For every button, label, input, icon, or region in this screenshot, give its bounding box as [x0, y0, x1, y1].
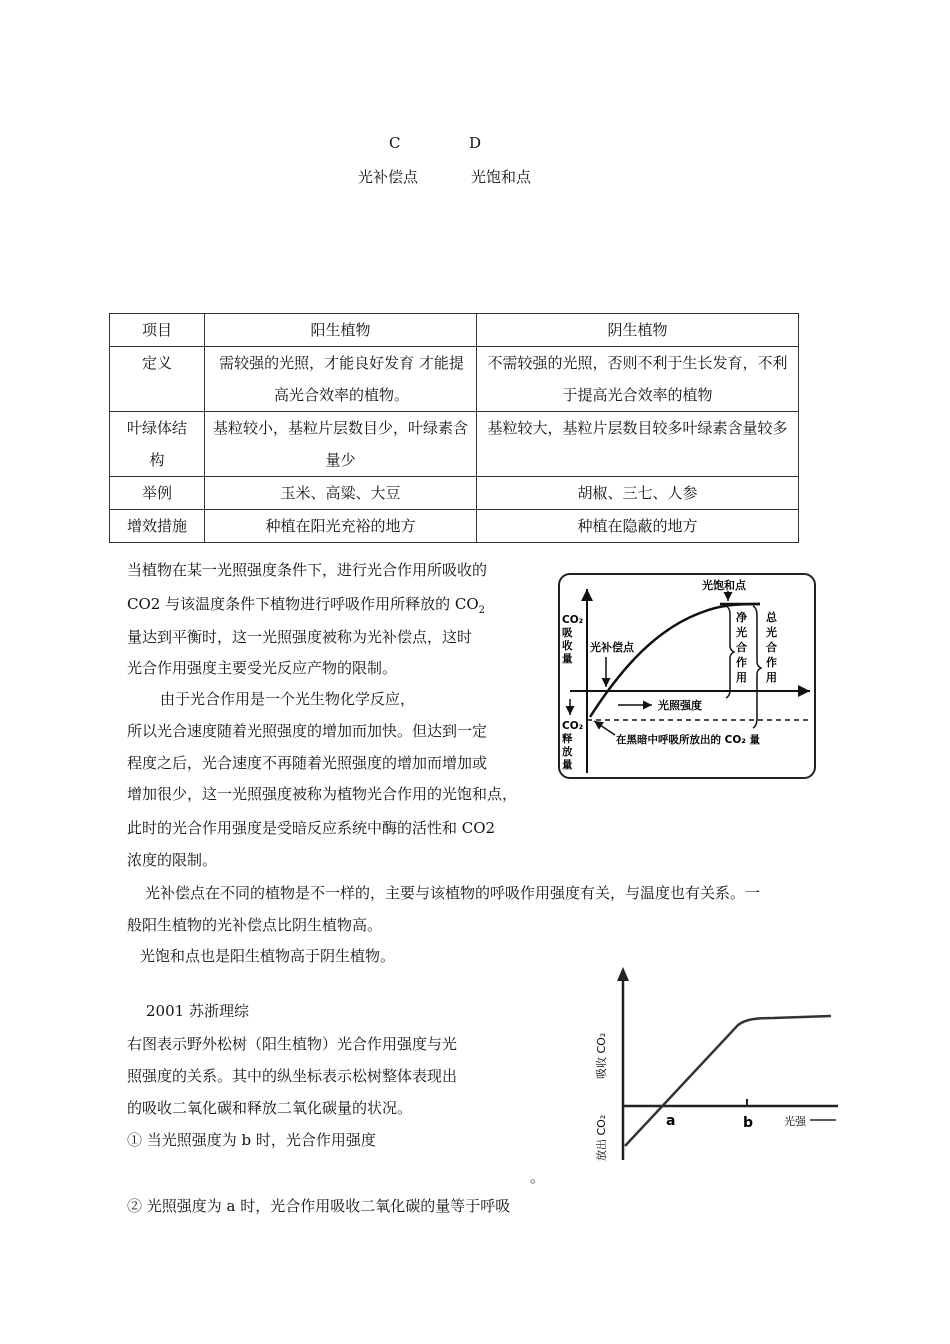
shade-plant-cell: 胡椒、三七、人参: [477, 477, 799, 510]
paragraph-text: CO2 与该温度条件下植物进行呼吸作用所释放的 CO: [127, 595, 479, 613]
paragraph-line: 般阳生植物的光补偿点比阴生植物高。: [127, 916, 383, 934]
row-label: 增效措施: [110, 510, 205, 543]
option-d: D: [469, 134, 482, 152]
light-response-diagram: [558, 573, 816, 779]
saturation-label: 光饱和点: [702, 579, 746, 592]
table-row: [110, 477, 799, 510]
table-header-row: [110, 314, 799, 347]
row-label: 定义: [110, 347, 205, 412]
net-brace: [726, 606, 734, 698]
x-axis-label: 光照强度: [658, 699, 702, 712]
y-down-label: 放出 CO₂: [595, 1114, 608, 1161]
y-bottom-label: CO₂ 释 放 量: [562, 720, 584, 771]
subscript: 2: [478, 605, 486, 616]
table-row: [110, 510, 799, 543]
y-up-label: 吸收 CO₂: [595, 1032, 608, 1079]
option-d-text: 光饱和点: [471, 168, 532, 186]
table-header-cell: 阴生植物: [477, 314, 799, 347]
y-axis-arrowhead: [617, 967, 629, 981]
dark-respiration-label: 在黑暗中呼吸所放出的 CO₂ 量: [616, 734, 761, 746]
paragraph-line: [127, 589, 485, 626]
paragraph-line: 浓度的限制。: [127, 851, 218, 869]
question-line: 照强度的关系。其中的纵坐标表示松树整体表现出: [127, 1067, 458, 1085]
paragraph-line: 此时的光合作用强度是受暗反应系统中酶的活性和 CO2: [127, 819, 496, 837]
question-item-1: ① 当光照强度为 b 时，光合作用强度: [127, 1131, 376, 1149]
shade-plant-cell: 不需较强的光照，否则不利于生长发育，不利于提高光合效率的植物: [477, 347, 799, 412]
point-a-label: a: [666, 1113, 676, 1129]
paragraph-line: 光合作用强度主要受光反应产物的限制。: [127, 659, 398, 677]
paragraph-line: 程度之后，光合速度不再随着光照强度的增加而增加或: [127, 754, 488, 772]
total-brace: [753, 606, 761, 728]
paragraph-line: 量达到平衡时，这一光照强度被称为光补偿点，这时: [127, 628, 473, 646]
option-c-text: 光补偿点: [358, 168, 419, 186]
answer-blank-end: 。: [530, 1168, 546, 1186]
sun-plant-cell: 玉米、高粱、大豆: [205, 477, 477, 510]
question-line: 右图表示野外松树（阳生植物）光合作用强度与光: [127, 1035, 458, 1053]
point-b-label: b: [743, 1115, 754, 1131]
compensation-label: 光补偿点: [590, 641, 634, 654]
net-photosynthesis-label: 净 光 合 作 用: [736, 611, 747, 684]
diagram-svg: [560, 575, 814, 777]
paragraph-line: 当植物在某一光照强度条件下，进行光合作用所吸收的: [127, 561, 488, 579]
table-row: [110, 412, 799, 477]
table-row: [110, 347, 799, 412]
shade-plant-cell: 种植在隐蔽的地方: [477, 510, 799, 543]
shade-plant-cell: 基粒较大，基粒片层数目较多叶绿素含量较多: [477, 412, 799, 477]
dark-arrow: [594, 721, 615, 735]
sun-plant-cell: 需较强的光照，才能良好发育 才能提高光合效率的植物。: [205, 347, 477, 412]
total-photosynthesis-label: 总 光 合 作 用: [766, 611, 777, 684]
option-c: C: [389, 134, 401, 152]
paragraph-line: 光饱和点也是阳生植物高于阴生植物。: [140, 947, 396, 965]
comparison-table: [109, 313, 799, 543]
table-header-cell: 项目: [110, 314, 205, 347]
sun-plant-cell: 基粒较小，基粒片层数目少，叶绿素含量少: [205, 412, 477, 477]
paragraph-line: 所以光合速度随着光照强度的增加而加快。但达到一定: [127, 722, 488, 740]
y-top-label: CO₂ 吸 收 量: [562, 614, 584, 665]
paragraph-line: 光补偿点在不同的植物是不一样的，主要与该植物的呼吸作用强度有关，与温度也有关系。一: [145, 884, 761, 902]
question-item-2: ② 光照强度为 a 时，光合作用吸收二氧化碳的量等于呼吸: [127, 1197, 511, 1215]
sun-plant-cell: 种植在阳光充裕的地方: [205, 510, 477, 543]
row-label: 举例: [110, 477, 205, 510]
x-axis-label: 光强: [784, 1115, 806, 1128]
pine-light-graph: [588, 965, 844, 1165]
question-source: 2001 苏浙理综: [146, 1002, 249, 1020]
paragraph-line: 由于光合作用是一个光生物化学反应，: [160, 690, 416, 708]
table-header-cell: 阳生植物: [205, 314, 477, 347]
row-label: 叶绿体结构: [110, 412, 205, 477]
paragraph-line: 增加很少，这一光照强度被称为植物光合作用的光饱和点，: [127, 785, 518, 803]
question-line: 的吸收二氧化碳和释放二氧化碳量的状况。: [127, 1099, 413, 1117]
